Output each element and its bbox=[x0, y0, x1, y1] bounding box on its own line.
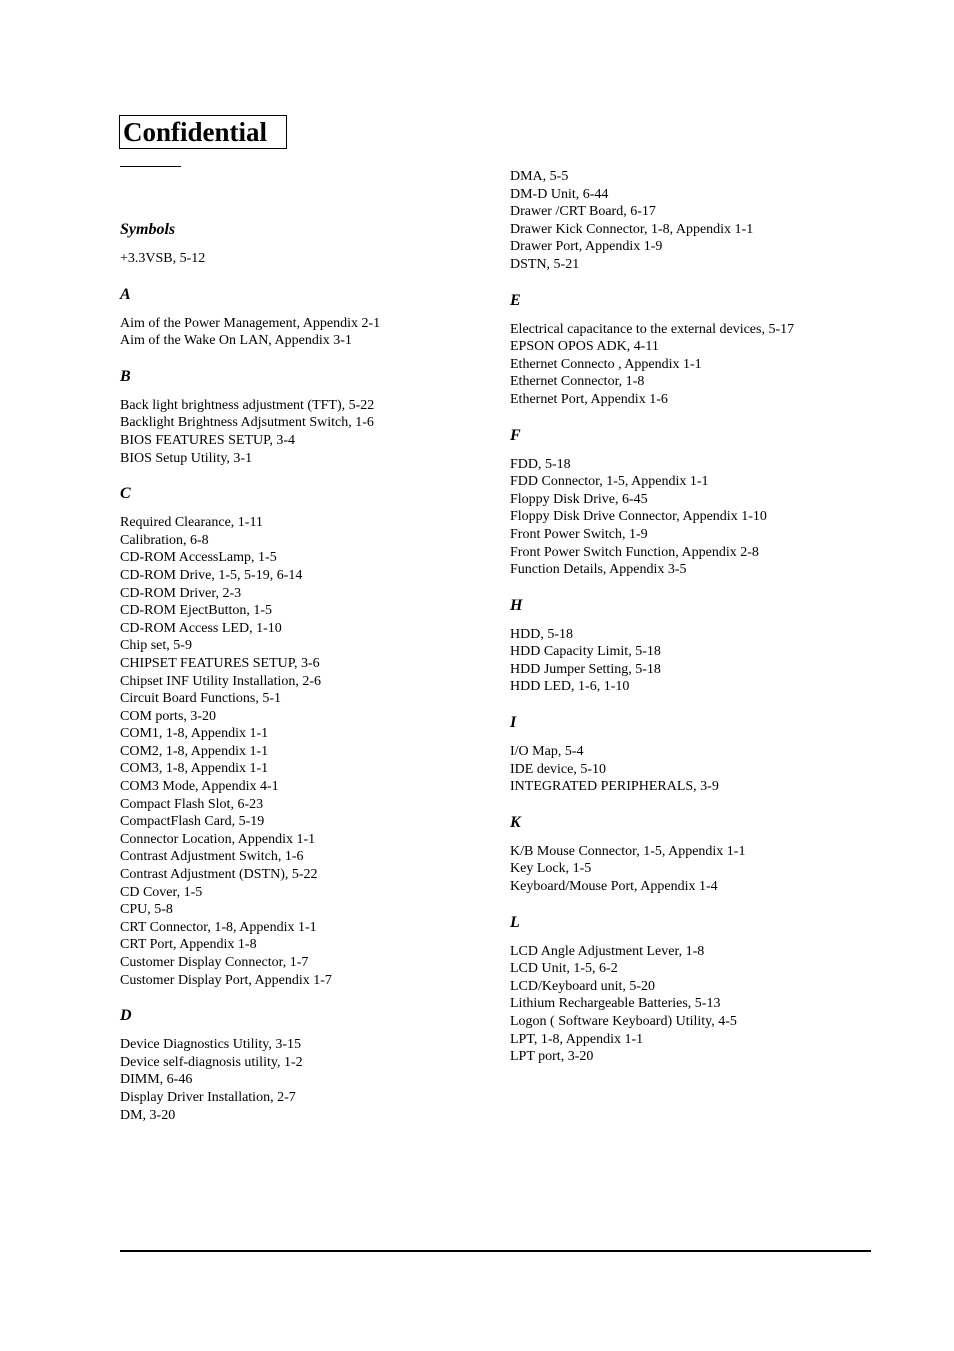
index-entry: COM3 Mode, Appendix 4-1 bbox=[120, 779, 279, 795]
index-entry: CD-ROM EjectButton, 1-5 bbox=[120, 603, 273, 619]
index-entry: Front Power Switch Function, Appendix 2-8 bbox=[510, 544, 759, 560]
index-entry: Aim of the Wake On LAN, Appendix 3-1 bbox=[120, 333, 352, 349]
index-entry: CD Cover, 1-5 bbox=[120, 884, 203, 900]
index-entry: FDD, 5-18 bbox=[510, 456, 571, 472]
index-entry: LPT port, 3-20 bbox=[510, 1049, 594, 1065]
index-entry: Calibration, 6-8 bbox=[120, 532, 209, 548]
index-right-column bbox=[510, 168, 890, 1083]
index-entry: HDD LED, 1-6, 1-10 bbox=[510, 679, 630, 695]
confidential-stamp: Confidential bbox=[119, 115, 287, 149]
heading-spacer bbox=[120, 387, 500, 397]
index-entry: IDE device, 5-10 bbox=[510, 761, 607, 777]
section-heading: I bbox=[510, 714, 517, 732]
section-spacer bbox=[120, 989, 500, 1006]
section-spacer bbox=[120, 268, 500, 285]
index-entry: Chipset INF Utility Installation, 2-6 bbox=[120, 673, 322, 689]
section-spacer bbox=[510, 896, 890, 913]
index-entry: Device Diagnostics Utility, 3-15 bbox=[120, 1037, 302, 1053]
section-spacer bbox=[510, 796, 890, 813]
section-heading: A bbox=[120, 285, 131, 303]
heading-spacer bbox=[510, 833, 890, 843]
index-entry: CPU, 5-8 bbox=[120, 902, 173, 918]
index-entry: CD-ROM Driver, 2-3 bbox=[120, 585, 242, 601]
index-entry: COM1, 1-8, Appendix 1-1 bbox=[120, 726, 269, 742]
index-entry: Logon ( Software Keyboard) Utility, 4-5 bbox=[510, 1014, 737, 1029]
index-entry: Customer Display Port, Appendix 1-7 bbox=[120, 972, 332, 988]
heading-spacer bbox=[510, 933, 890, 943]
index-entry: LCD Angle Adjustment Lever, 1-8 bbox=[510, 943, 705, 959]
heading-spacer bbox=[510, 616, 890, 626]
index-entry: Display Driver Installation, 2-7 bbox=[120, 1089, 296, 1105]
index-entry: Chip set, 5-9 bbox=[120, 638, 192, 654]
heading-spacer bbox=[120, 504, 500, 514]
index-entry: Drawer Kick Connector, 1-8, Appendix 1-1 bbox=[510, 221, 754, 237]
index-entry: DM, 3-20 bbox=[120, 1107, 176, 1123]
index-entry: Key Lock, 1-5 bbox=[510, 861, 592, 877]
index-section bbox=[510, 913, 890, 1083]
index-entry: CD-ROM AccessLamp, 1-5 bbox=[120, 550, 277, 566]
index-section bbox=[120, 484, 500, 1006]
index-entry: HDD Jumper Setting, 5-18 bbox=[510, 661, 661, 677]
index-entry: Front Power Switch, 1-9 bbox=[510, 526, 648, 542]
index-entry: Ethernet Port, Appendix 1-6 bbox=[510, 391, 668, 407]
index-entry: DM-D Unit, 6-44 bbox=[510, 186, 609, 202]
index-entry: Customer Display Connector, 1-7 bbox=[120, 955, 309, 970]
index-entry: Ethernet Connector, 1-8 bbox=[510, 374, 645, 390]
index-entry: Floppy Disk Drive Connector, Appendix 1-10 bbox=[510, 509, 767, 525]
index-entry: I/O Map, 5-4 bbox=[510, 744, 584, 760]
index-section bbox=[120, 367, 500, 484]
footer-rule bbox=[120, 1250, 871, 1252]
section-spacer bbox=[120, 1124, 500, 1141]
index-entry: Electrical capacitance to the external devices, 5-17 bbox=[510, 321, 795, 337]
index-entry: CHIPSET FEATURES SETUP, 3-6 bbox=[120, 655, 320, 671]
index-entry: Keyboard/Mouse Port, Appendix 1-4 bbox=[510, 879, 718, 895]
section-heading: C bbox=[120, 485, 131, 503]
index-entry: Required Clearance, 1-11 bbox=[120, 515, 263, 531]
heading-spacer bbox=[510, 733, 890, 743]
index-section bbox=[120, 1006, 500, 1141]
section-heading: E bbox=[510, 291, 521, 309]
index-entry: Contrast Adjustment (DSTN), 5-22 bbox=[120, 867, 318, 883]
section-heading: H bbox=[510, 596, 523, 614]
section-spacer bbox=[510, 579, 890, 596]
index-entry: Drawer Port, Appendix 1-9 bbox=[510, 239, 663, 255]
index-entry: Lithium Rechargeable Batteries, 5-13 bbox=[510, 996, 721, 1012]
index-entry: Circuit Board Functions, 5-1 bbox=[120, 691, 281, 707]
index-section bbox=[120, 285, 500, 367]
heading-spacer bbox=[120, 1026, 500, 1036]
index-section bbox=[510, 426, 890, 596]
index-section bbox=[510, 813, 890, 913]
section-spacer bbox=[510, 1066, 890, 1083]
continued-section-d bbox=[510, 168, 890, 291]
index-entry: LCD Unit, 1-5, 6-2 bbox=[510, 961, 618, 977]
index-entry: Contrast Adjustment Switch, 1-6 bbox=[120, 849, 304, 865]
section-heading: Symbols bbox=[120, 221, 176, 238]
index-entry: CRT Connector, 1-8, Appendix 1-1 bbox=[120, 919, 317, 935]
index-entry: BIOS Setup Utility, 3-1 bbox=[120, 450, 253, 466]
index-entry: Compact Flash Slot, 6-23 bbox=[120, 796, 264, 812]
index-entry: DMA, 5-5 bbox=[510, 169, 569, 184]
index-entry: CD-ROM Drive, 1-5, 5-19, 6-14 bbox=[120, 567, 303, 583]
section-spacer bbox=[510, 409, 890, 426]
index-entry: Connector Location, Appendix 1-1 bbox=[120, 831, 316, 847]
index-section bbox=[510, 291, 890, 426]
index-entry: COM3, 1-8, Appendix 1-1 bbox=[120, 761, 269, 777]
section-heading: F bbox=[510, 426, 521, 444]
index-entry: LPT, 1-8, Appendix 1-1 bbox=[510, 1031, 644, 1047]
index-entry: Function Details, Appendix 3-5 bbox=[510, 562, 687, 578]
index-entry: FDD Connector, 1-5, Appendix 1-1 bbox=[510, 474, 709, 490]
section-heading: D bbox=[120, 1007, 132, 1025]
heading-spacer bbox=[510, 446, 890, 456]
index-entry: Ethernet Connecto , Appendix 1-1 bbox=[510, 356, 702, 372]
index-entry: COM2, 1-8, Appendix 1-1 bbox=[120, 743, 269, 759]
header-short-rule bbox=[120, 166, 181, 167]
index-entry: EPSON OPOS ADK, 4-11 bbox=[510, 339, 659, 355]
index-section bbox=[510, 596, 890, 713]
index-entry: CompactFlash Card, 5-19 bbox=[120, 814, 265, 830]
heading-spacer bbox=[120, 240, 500, 250]
index-entry: Backlight Brightness Adjsutment Switch, 1-6 bbox=[120, 415, 374, 431]
index-entry: Device self-diagnosis utility, 1-2 bbox=[120, 1054, 303, 1070]
index-entry: HDD Capacity Limit, 5-18 bbox=[510, 644, 661, 660]
index-entry: BIOS FEATURES SETUP, 3-4 bbox=[120, 432, 296, 448]
section-spacer bbox=[120, 350, 500, 367]
section-heading: L bbox=[510, 913, 520, 931]
index-section bbox=[510, 713, 890, 813]
index-entry: CRT Port, Appendix 1-8 bbox=[120, 937, 257, 953]
heading-spacer bbox=[510, 311, 890, 321]
index-section bbox=[120, 220, 500, 285]
index-entry: LCD/Keyboard unit, 5-20 bbox=[510, 978, 656, 994]
section-spacer bbox=[120, 467, 500, 484]
index-entry: CD-ROM Access LED, 1-10 bbox=[120, 620, 282, 636]
index-entry: +3.3VSB, 5-12 bbox=[120, 251, 206, 266]
index-left-column bbox=[120, 220, 500, 1141]
heading-spacer bbox=[120, 305, 500, 315]
index-entry: DSTN, 5-21 bbox=[510, 256, 580, 272]
index-entry: Back light brightness adjustment (TFT), 5-22 bbox=[120, 397, 375, 413]
index-entry: INTEGRATED PERIPHERALS, 3-9 bbox=[510, 779, 719, 795]
section-spacer bbox=[510, 274, 890, 291]
index-entry: Drawer /CRT Board, 6-17 bbox=[510, 204, 656, 220]
section-heading: K bbox=[510, 813, 521, 831]
section-heading: B bbox=[120, 367, 131, 385]
section-spacer bbox=[510, 696, 890, 713]
index-entry: COM ports, 3-20 bbox=[120, 708, 217, 724]
index-entry: Aim of the Power Management, Appendix 2-1 bbox=[120, 315, 381, 331]
index-entry: HDD, 5-18 bbox=[510, 626, 573, 642]
index-entry: DIMM, 6-46 bbox=[120, 1072, 193, 1088]
index-entry: K/B Mouse Connector, 1-5, Appendix 1-1 bbox=[510, 843, 746, 859]
index-entry: Floppy Disk Drive, 6-45 bbox=[510, 491, 648, 507]
